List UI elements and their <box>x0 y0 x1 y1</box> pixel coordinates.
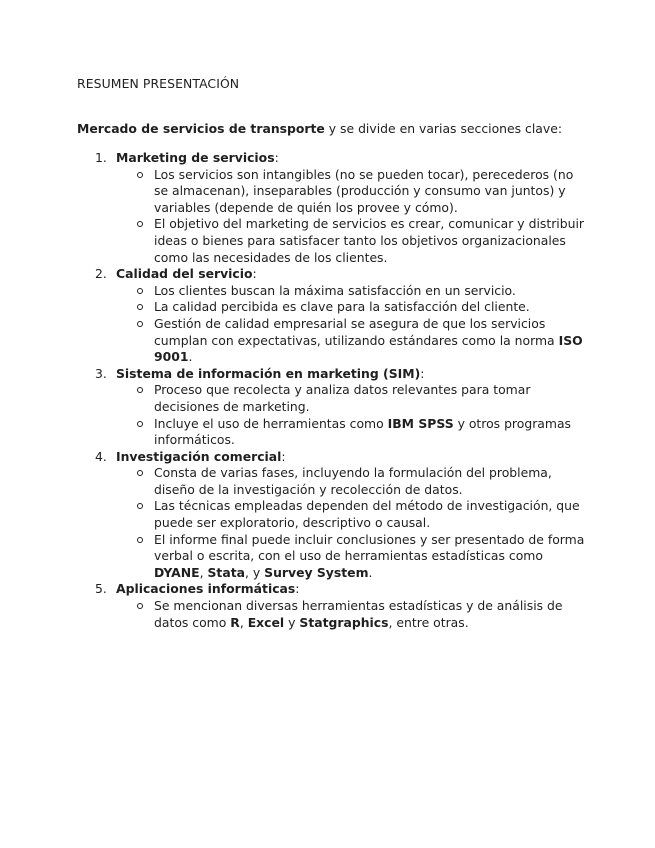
intro-paragraph <box>77 121 597 136</box>
circle-bullet-icon <box>137 421 143 427</box>
intro-bold-phrase: Mercado de servicios de transporte <box>77 121 325 136</box>
sub-list <box>116 283 587 366</box>
section-title: Aplicaciones informáticas <box>116 581 296 597</box>
bullet-item <box>116 316 587 366</box>
section-item <box>77 366 587 449</box>
bullet-item <box>116 216 587 266</box>
bold-term: Statgraphics <box>299 614 389 630</box>
circle-bullet-icon <box>137 603 143 609</box>
section-item <box>77 581 587 631</box>
section-number: 4. <box>95 448 107 464</box>
bullet-text: Las técnicas empleadas dependen del método de investigación, que puede ser exploratorio, descriptivo o causal. <box>154 498 580 531</box>
bullet-item <box>116 465 587 498</box>
circle-bullet-icon <box>137 321 143 327</box>
section-title-colon: : <box>420 365 425 381</box>
bullet-item <box>116 283 587 300</box>
bullet-text: Los servicios son intangibles (no se pueden tocar), perecederos (no se almacenan), inseparables (producción y consumo van juntos) y variables (depende de quién los provee y cómo). <box>154 166 574 215</box>
bullet-text: La calidad percibida es clave para la satisfacción del cliente. <box>154 299 530 315</box>
bullet-text: , <box>239 614 248 630</box>
bold-term: Survey System <box>264 564 369 580</box>
bullet-text: . <box>368 564 373 580</box>
bullet-text: , <box>199 564 208 580</box>
bullet-text: Gestión de calidad empresarial se asegura de que los servicios cumplan con expectativas, utilizando estándares como la norma <box>154 315 559 348</box>
document-title: RESUMEN PRESENTACIÓN <box>77 76 240 91</box>
bold-term: R <box>230 614 240 630</box>
section-item <box>77 449 587 582</box>
bullet-text: Se mencionan diversas herramientas estadísticas y de análisis de datos como <box>154 598 563 630</box>
bullet-item <box>116 532 587 582</box>
section-list <box>77 150 587 631</box>
sub-list <box>116 167 587 267</box>
bold-term: Stata <box>207 564 245 580</box>
section-number: 1. <box>95 150 107 165</box>
bullet-item <box>116 498 587 531</box>
circle-bullet-icon <box>137 288 143 294</box>
circle-bullet-icon <box>137 537 143 543</box>
section-title: Calidad del servicio <box>116 266 253 282</box>
bullet-text: Los clientes buscan la máxima satisfacción en un servicio. <box>154 282 516 298</box>
intro-text: y se divide en varias secciones clave: <box>324 121 563 136</box>
bullet-item <box>116 416 587 449</box>
circle-bullet-icon <box>137 470 143 476</box>
section-number: 2. <box>95 266 107 282</box>
section-title-colon: : <box>252 266 257 282</box>
section-title: Investigación comercial <box>116 448 282 464</box>
bold-term: IBM SPSS <box>387 415 454 431</box>
bullet-item <box>116 598 587 631</box>
bullet-item <box>116 382 587 415</box>
circle-bullet-icon <box>137 503 143 509</box>
bold-term: DYANE <box>154 564 200 580</box>
section-title-colon: : <box>281 448 286 464</box>
bullet-text: Consta de varias fases, incluyendo la formulación del problema, diseño de la investigación y recolección de datos. <box>154 465 552 497</box>
sub-list <box>116 598 587 631</box>
bullet-text: , y <box>244 564 265 580</box>
sub-list <box>116 382 587 448</box>
bullet-text: y <box>284 614 300 630</box>
section-title-colon: : <box>295 581 300 597</box>
bullet-text: . <box>188 349 193 365</box>
bullet-text: El informe final puede incluir conclusiones y ser presentado de forma verbal o escrita, con el uso de herramientas estadísticas como <box>154 531 585 564</box>
section-title: Sistema de información en marketing (SIM) <box>116 365 421 381</box>
bold-term: ISO 9001 <box>154 332 583 365</box>
bullet-text: Proceso que recolecta y analiza datos relevantes para tomar decisiones de marketing. <box>154 382 531 414</box>
bullet-text: El objetivo del marketing de servicios es crear, comunicar y distribuir ideas o bienes para satisfacer tanto los objetivos organizacionales como las necesidades de los clientes. <box>154 216 584 265</box>
section-title-colon: : <box>274 150 279 165</box>
section-number: 3. <box>95 365 107 381</box>
circle-bullet-icon <box>137 304 143 310</box>
bullet-text: , entre otras. <box>388 614 469 630</box>
section-title: Marketing de servicios <box>116 150 275 165</box>
section-number: 5. <box>95 581 107 597</box>
sub-list <box>116 465 587 581</box>
bullet-text: y otros programas informáticos. <box>154 415 572 448</box>
bullet-item <box>116 299 587 316</box>
section-item <box>77 150 587 266</box>
bold-term: Excel <box>247 614 285 630</box>
section-item <box>77 266 587 366</box>
bullet-text: Incluye el uso de herramientas como <box>154 415 388 431</box>
circle-bullet-icon <box>137 172 143 178</box>
circle-bullet-icon <box>137 387 143 393</box>
circle-bullet-icon <box>137 221 143 227</box>
bullet-item <box>116 167 587 217</box>
